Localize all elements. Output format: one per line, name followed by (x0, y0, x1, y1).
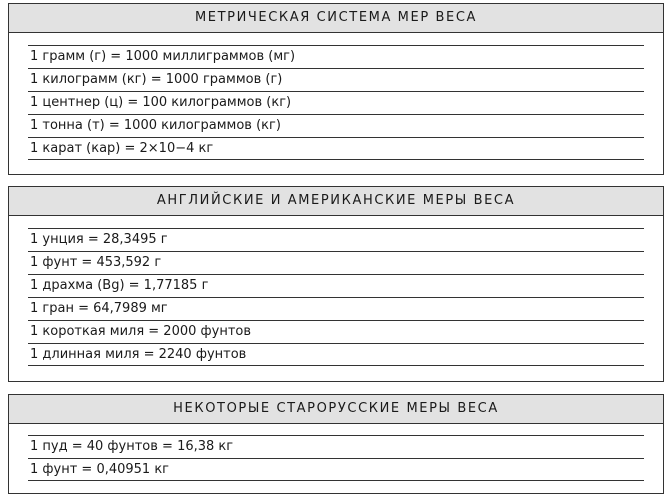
table-row: 1 фунт = 0,40951 кг (28, 458, 644, 481)
table-row: 1 тонна (т) = 1000 килограммов (кг) (28, 114, 644, 137)
english-american-weight-table (8, 186, 664, 382)
old-russian-table-title: НЕКОТОРЫЕ СТАРОРУССКИЕ МЕРЫ ВЕСА (9, 395, 663, 424)
english-table-title: АНГЛИЙСКИЕ И АМЕРИКАНСКИЕ МЕРЫ ВЕСА (9, 187, 663, 216)
old-russian-weight-table (8, 394, 664, 494)
table-row: 1 фунт = 453,592 г (28, 251, 644, 274)
table-row: 1 короткая миля = 2000 фунтов (28, 320, 644, 343)
metric-table-rows (9, 33, 663, 160)
table-row: 1 гран = 64,7989 мг (28, 297, 644, 320)
old-russian-table-rows (9, 424, 663, 481)
table-row: 1 длинная миля = 2240 фунтов (28, 343, 644, 366)
metric-table-title: МЕТРИЧЕСКАЯ СИСТЕМА МЕР ВЕСА (9, 4, 663, 33)
metric-weight-table (8, 3, 664, 175)
table-row: 1 драхма (Bg) = 1,77185 г (28, 274, 644, 297)
table-row: 1 центнер (ц) = 100 килограммов (кг) (28, 91, 644, 114)
table-row: 1 унция = 28,3495 г (28, 228, 644, 251)
english-table-rows (9, 216, 663, 366)
table-row: 1 пуд = 40 фунтов = 16,38 кг (28, 435, 644, 458)
table-row: 1 карат (кар) = 2×10−4 кг (28, 137, 644, 160)
table-row: 1 грамм (г) = 1000 миллиграммов (мг) (28, 45, 644, 68)
table-row: 1 килограмм (кг) = 1000 граммов (г) (28, 68, 644, 91)
